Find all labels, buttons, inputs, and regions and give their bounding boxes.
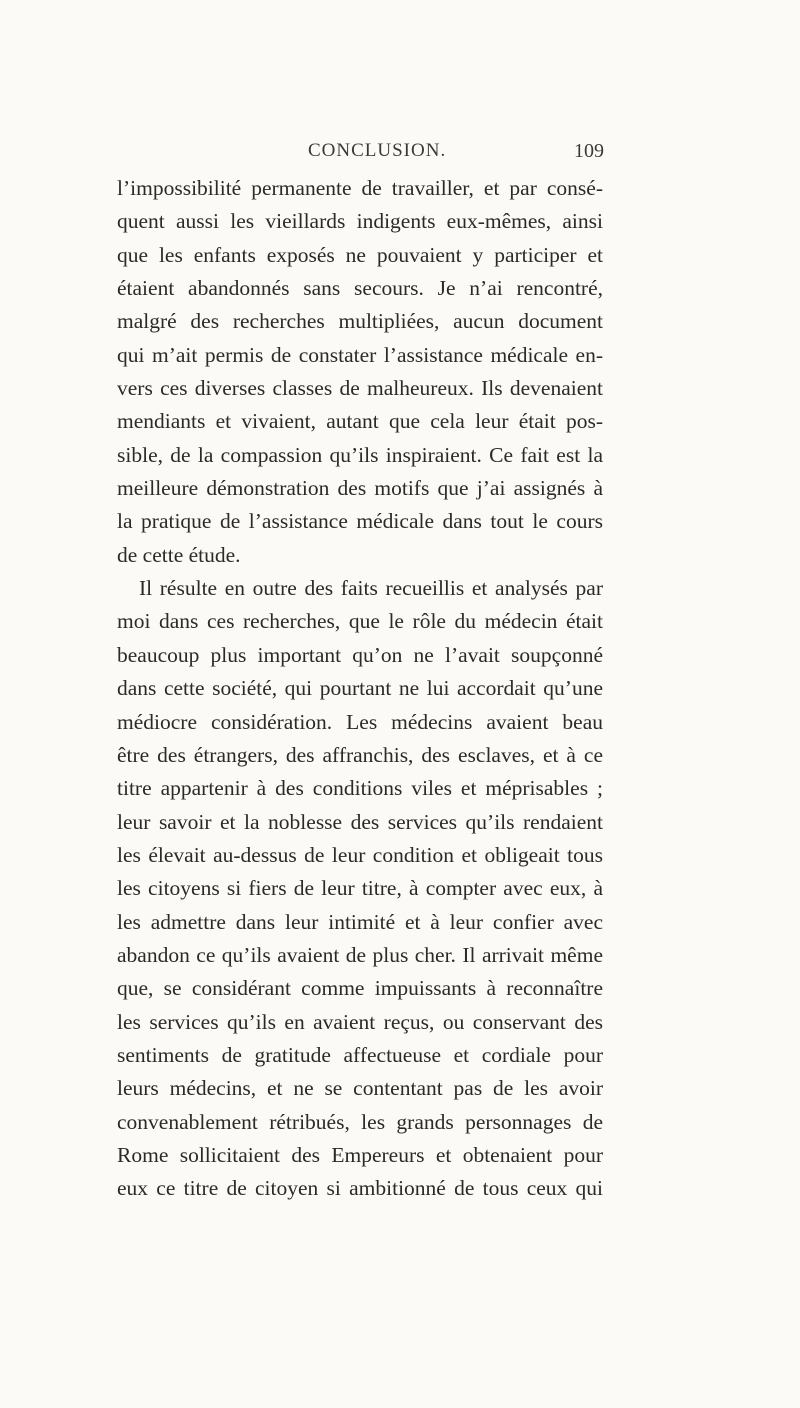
text-line: titre appartenir à des conditions viles et méprisables ; xyxy=(117,776,603,801)
text-line: qui m’ait permis de constater l’assistance médicale en- xyxy=(117,342,603,367)
text-line: la pratique de l’assistance médicale dans tout le cours xyxy=(117,509,603,534)
text-line: sentiments de gratitude affectueuse et cordiale pour xyxy=(117,1042,603,1067)
text-line: leurs médecins, et ne se contentant pas de les avoir xyxy=(117,1076,603,1101)
body-text xyxy=(117,172,603,1206)
text-line: eux ce titre de citoyen si ambitionné de tous ceux qui xyxy=(117,1176,603,1201)
text-line: moi dans ces recherches, que le rôle du médecin était xyxy=(117,609,603,634)
text-line: sible, de la compassion qu’ils inspiraient. Ce fait est la xyxy=(117,442,603,467)
text-line: meilleure démonstration des motifs que j’ai assignés à xyxy=(117,476,603,501)
text-line: médiocre considération. Les médecins avaient beau xyxy=(117,709,603,734)
text-line: l’impossibilité permanente de travailler, et par consé- xyxy=(117,176,603,200)
running-head: CONCLUSION. xyxy=(308,140,447,161)
text-line: dans cette société, qui pourtant ne lui accordait qu’une xyxy=(117,676,603,701)
text-line: les élevait au-dessus de leur condition et obligeait tous xyxy=(117,842,603,867)
text-line: mendiants et vivaient, autant que cela leur était pos- xyxy=(117,409,603,434)
text-line: vers ces diverses classes de malheureux. Ils devenaient xyxy=(117,376,603,401)
text-line: leur savoir et la noblesse des services qu’ils rendaient xyxy=(117,809,603,834)
text-line: que les enfants exposés ne pouvaient y participer et xyxy=(117,242,603,267)
text-line: être des étrangers, des affranchis, des esclaves, et à ce xyxy=(117,742,603,767)
text-line: convenablement rétribués, les grands personnages de xyxy=(117,1109,603,1134)
text-line: les citoyens si fiers de leur titre, à compter avec eux, à xyxy=(117,876,603,901)
text-line: les services qu’ils en avaient reçus, ou conservant des xyxy=(117,1009,603,1034)
page-number: 109 xyxy=(574,140,604,162)
text-line: abandon ce qu’ils avaient de plus cher. Il arrivait même xyxy=(117,942,603,967)
page-header xyxy=(114,140,604,166)
text-line: quent aussi les vieillards indigents eux-mêmes, ainsi xyxy=(117,209,603,234)
text-line: malgré des recherches multipliées, aucun document xyxy=(117,309,603,334)
text-line: Rome sollicitaient des Empereurs et obtenaient pour xyxy=(117,1142,603,1167)
paragraph-start-line: Il résulte en outre des faits recueillis et analysés par xyxy=(139,576,603,601)
text-line: beaucoup plus important qu’on ne l’avait soupçonné xyxy=(117,642,603,667)
text-line: les admettre dans leur intimité et à leur confier avec xyxy=(117,909,603,934)
text-line: étaient abandonnés sans secours. Je n’ai rencontré, xyxy=(117,276,603,301)
text-line: que, se considérant comme impuissants à reconnaître xyxy=(117,976,603,1001)
paragraph-end-line: de cette étude. xyxy=(117,542,241,567)
